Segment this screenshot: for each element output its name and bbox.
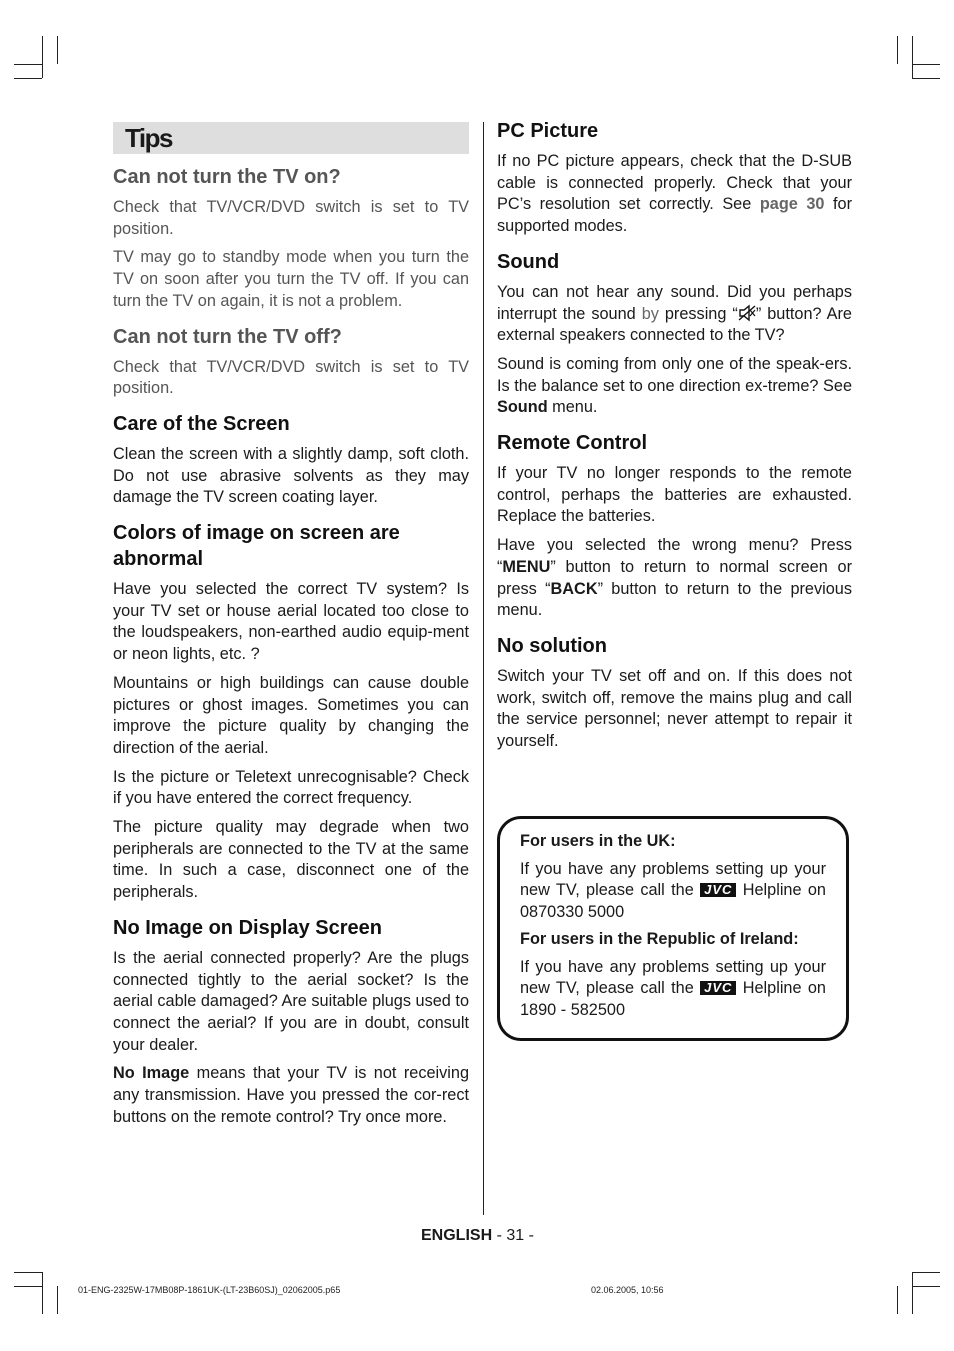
uk-helpline-text: [520, 859, 826, 924]
crop-mark: [14, 64, 42, 65]
page-title: Tips: [113, 122, 469, 154]
heading-colors-abnormal: Colors of image on screen are abnormal: [113, 522, 400, 571]
paragraph: Check that TV/VCR/DVD switch is set to TV position.: [113, 357, 469, 398]
paragraph: Check that TV/VCR/DVD switch is set to TV position.: [113, 198, 469, 238]
paragraph: TV may go to standby mode when you turn the TV on soon after you turn the TV off. If you can turn the TV on again, it is not a problem.: [113, 248, 469, 310]
heading-sound: Sound: [497, 250, 560, 273]
page-number-value: - 31 -: [492, 1227, 534, 1244]
text-run: You can not hear any sound. Did you perhaps interrupt the sound: [497, 282, 852, 323]
text-run: Helpline on 1890 - 582500: [520, 979, 826, 1019]
file-name: 01-ENG-2325W-17MB08P-1861UK-(LT-23B60SJ)_02062005.p65: [78, 1285, 341, 1295]
page-reference: page 30: [759, 195, 825, 214]
uk-heading: For users in the UK:: [520, 832, 676, 850]
helpline-box: [497, 816, 849, 1041]
ireland-helpline-text: [520, 957, 826, 1022]
paragraph: Have you selected the correct TV system? Is your TV set or house aerial located too close to the loudspeakers, non-earthed audio equip-ment or neon lights, etc. ?: [113, 580, 469, 664]
paragraph: The picture quality may degrade when two peripherals are connected to the TV at the same time. In such a case, disconnect one of the peripherals.: [113, 818, 469, 902]
text-run: for supported modes.: [497, 195, 852, 236]
mute-speaker-icon: [738, 304, 756, 322]
text-run: Helpline on 0870330 5000: [520, 881, 826, 922]
text-run: Have you selected the wrong menu? Press “: [497, 536, 852, 576]
paragraph: [113, 1063, 469, 1128]
paragraph: [497, 354, 852, 419]
text-run: means that your TV is not receiving any transmission. Have you pressed the cor-rect buttons on the remote control? Try once more.: [113, 1064, 469, 1126]
paragraph: [497, 535, 852, 622]
page-number: [421, 1227, 534, 1245]
paragraph: Is the aerial connected properly? Are the plugs connected tightly to the aerial socket? Is the aerial cable damaged? Are suitable plugs used to connect the aerial? If you are in doubt, consult your dealer.: [113, 948, 469, 1054]
crop-mark: [912, 36, 913, 78]
bold-term: MENU: [502, 557, 551, 576]
heading-remote-control: Remote Control: [497, 432, 647, 455]
heading-tv-off: Can not turn the TV off?: [113, 325, 342, 348]
crop-mark: [57, 1286, 58, 1314]
jvc-logo: JVC: [700, 981, 736, 995]
paragraph: Switch your TV set off and on. If this does not work, switch off, remove the mains plug and call the service personnel; never attempt to repair it yourself.: [497, 666, 852, 751]
crop-mark: [14, 1272, 42, 1273]
crop-mark: [14, 78, 42, 79]
heading-no-image: No Image on Display Screen: [113, 916, 382, 939]
paragraph: [497, 282, 852, 347]
text-run: ” button to return to the previous menu.: [497, 579, 852, 620]
text-run: by: [641, 304, 659, 323]
bold-term: BACK: [550, 579, 598, 598]
heading-care-screen: Care of the Screen: [113, 412, 290, 435]
heading-no-solution: No solution: [497, 634, 607, 657]
text-run: menu.: [547, 398, 598, 417]
crop-mark: [42, 1272, 43, 1314]
paragraph: [497, 151, 852, 238]
language-label: ENGLISH: [421, 1227, 493, 1244]
paragraph: Is the picture or Teletext unrecognisable? Check if you have entered the correct frequency.: [113, 767, 469, 808]
heading-pc-picture: PC Picture: [497, 120, 599, 142]
text-run: If no PC picture appears, check that the D-SUB cable is connected properly. Check that your PC’s resolution set correctly. See: [497, 152, 852, 214]
crop-mark: [912, 78, 940, 79]
paragraph: Mountains or high buildings can cause double pictures or ghost images. Sometimes you can improve the picture quality by changing the direction of the aerial.: [113, 673, 469, 757]
crop-mark: [897, 36, 898, 64]
bold-term: Sound: [497, 398, 548, 417]
paragraph: If your TV no longer responds to the remote control, perhaps the batteries are exhausted. Replace the batteries.: [497, 464, 852, 526]
paragraph: Clean the screen with a slightly damp, soft cloth. Do not use abrasive solvents as they may damage the TV screen coating layer.: [113, 444, 469, 507]
text-run: pressing “: [658, 304, 738, 323]
text-run: If you have any problems setting up your new TV, please call the: [520, 957, 826, 998]
print-date: 02.06.2005, 10:56: [591, 1285, 664, 1295]
bold-term: No Image: [113, 1064, 190, 1083]
text-run: If you have any problems setting up your new TV, please call the: [520, 859, 826, 900]
crop-mark: [897, 1286, 898, 1314]
heading-tv-on: Can not turn the TV on?: [113, 166, 341, 188]
text-run: ” button to return to normal screen or press “: [497, 557, 852, 598]
crop-mark: [912, 64, 940, 65]
right-column: [497, 118, 852, 753]
crop-mark: [57, 36, 58, 64]
crop-mark: [912, 1286, 940, 1287]
text-run: ” button? Are external speakers connected to the TV?: [497, 304, 852, 345]
crop-mark: [42, 36, 43, 78]
crop-mark: [912, 1272, 940, 1273]
crop-mark: [912, 1272, 913, 1314]
ireland-heading: For users in the Republic of Ireland:: [520, 929, 799, 948]
left-column: [113, 118, 469, 1129]
crop-mark: [14, 1286, 42, 1287]
text-run: Sound is coming from only one of the speak-ers. Is the balance set to one direction ex-treme? See: [497, 354, 852, 395]
column-divider: [483, 122, 484, 1215]
jvc-logo: JVC: [700, 883, 736, 897]
